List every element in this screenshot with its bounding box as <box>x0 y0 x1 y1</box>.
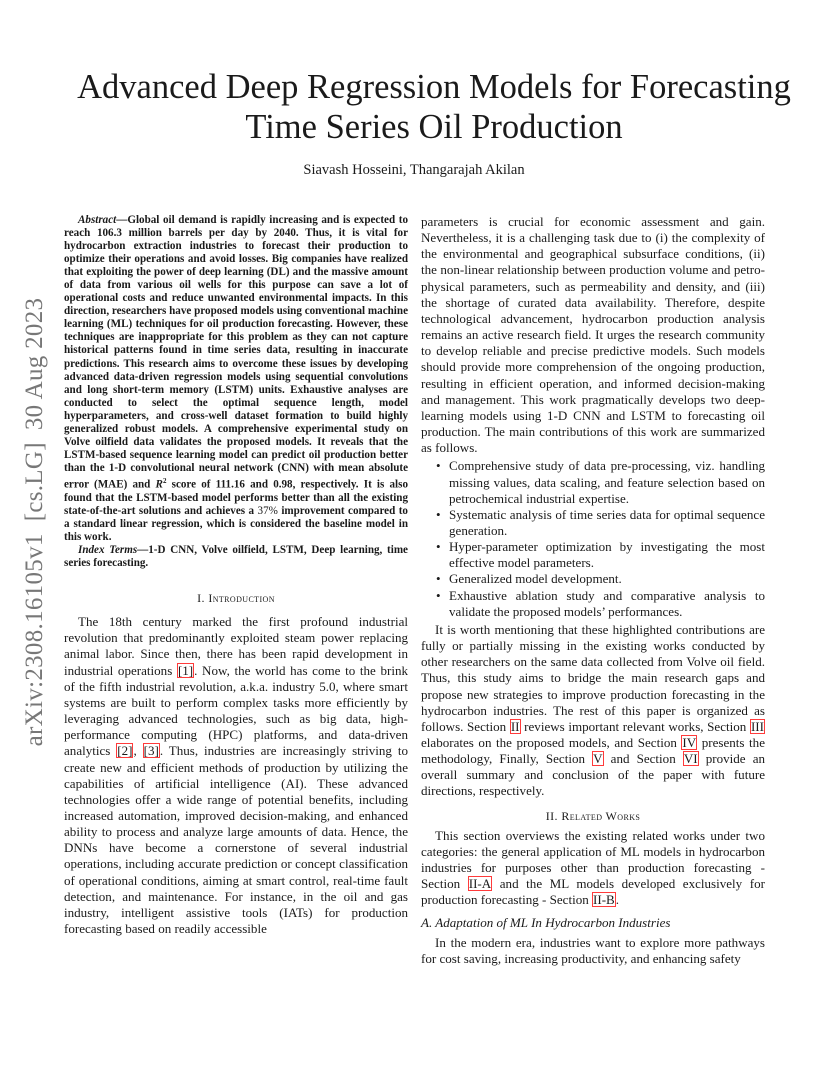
list-item: • Generalized model development. <box>449 571 765 587</box>
abstract: Abstract—Global oil demand is rapidly increasing and is expected to reach 106.3 million barrels per day by 2040. Thus, it is vital for hydrocarbon extraction industries to forecast their production to optimize their operations and avoid losses. Big companies have realized that exploiting the power of deep learning (DL) and the massive amount of data from various oil wells for this purpose can save a lot of operational costs and reduce unwanted environmental impacts. In this direction, researchers have proposed models using conventional machine learning (ML) techniques for oil production forecasting. However, these techniques are inappropriate for this problem as they can not capture historical patterns found in time series data, resulting in inaccurate predictions. This research aims to overcome these issues by developing advanced data-driven regression models using sequential convolutions and long short-term memory (LSTM) units. Exhaustive analyses are conducted to select the optimal sequence length, model hyperparameters, and cross-well dataset formation to build highly generalized robust models. A comprehensive experimental study on Volve oilfield data validates the proposed models. It reveals that the LSTM-based sequence learning model can predict oil production better than the 1-D convolutional neural network (CNN) with mean absolute error (MAE) and $R^2$ score of 111.16 and 0.98, respectively. It is also found that the LSTM-based model performs better than all the existing state-of-the-art solutions and achieves a 37% improvement compared to a standard linear regression, which is considered the baseline model in this work. <box>64 214 409 543</box>
section-heading-related-works <box>421 808 765 824</box>
related-works-paragraph <box>421 828 765 909</box>
arxiv-sidebar-stamp <box>18 282 52 762</box>
paper-title <box>40 67 828 147</box>
body-text: reviews important relevant works, Section <box>524 718 747 734</box>
intro-text: . Thus, industries are increasingly striving to create new and efficient methods of production by utilizing the capabilities of artificial intelligence (AI). These advanced technologies offer a wide range of potential benefits, including increased automation, improved decision-making, and enhanced ability to process and analyze large amounts of data. Hence, the DNNs have become a cornerstone of several industrial operations, including accurate prediction or concept classification of operational conditions, aiming at smart control, real-time fault detection, and maintenance. For instance, in the oil and gas industry, intelligent assistive tools (IATs) for production forecasting based on readily accessible <box>64 743 408 937</box>
citation-link-1[interactable]: [1] <box>177 662 194 678</box>
abstract-label: Abstract <box>78 214 117 226</box>
section-title: Introduction <box>208 590 275 605</box>
section-link-ii-a[interactable]: II-A <box>468 876 492 892</box>
intro-text: , <box>133 743 137 759</box>
section-number: II. <box>545 808 558 823</box>
section-title: Related Works <box>561 808 641 823</box>
right-column <box>421 214 765 967</box>
improvement-value: 37% <box>257 504 278 517</box>
list-item: • Hyper-parameter optimization by investigating the most effective model parameters. <box>449 539 765 571</box>
section-heading-introduction <box>64 590 408 606</box>
intro-paragraph-continued: parameters is crucial for economic assessment and gain. Nevertheless, it is a challenging task due to (i) the complexity of the environmental and geographical subsurface conditions, (ii) the non-linear relationship between production volume and petro-physical parameters, such as permeability and density, and (iii) the shortage of curated data availability. Therefore, despite technological advancement, hydrocarbon production analysis remains an active research field. It urges the research community to develop reliable and precise predictive models. Such models should provide more comprehension of the ongoing production, resulting in efficient operation, and informed decision-making and management. This work pragmatically develops two deep-learning models using 1-D CNN and LSTM to forecasting oil production. The main contributions of this work are summarized as follows. <box>421 214 765 456</box>
contributions-list <box>421 458 765 620</box>
abstract-text-3: improvement compared to a standard linear regression, which is considered the baseline model in this work. <box>64 504 408 543</box>
section-link-iv[interactable]: IV <box>682 735 697 750</box>
r2-symbol: R <box>155 478 163 491</box>
citation-link-3[interactable]: [3] <box>143 743 159 759</box>
intro-text: The 18th century marked the first profound industrial revolution that predominantly exploited steam power replacing animal labor. Since then, there has been rapid development in industrial operations <box>64 614 408 678</box>
abstract-text: Global oil demand is rapidly increasing and is expected to reach 106.3 million barrels per day by 2040. Thus, it is vital for hydrocarbon extraction industries to forecast their production to optimize their operations and avoid losses. Big companies have realized that exploiting the power of deep learning (DL) and the massive amount of data from various oil wells for this purpose can save a lot of operational costs and reduce unwanted environmental impacts. In this direction, researchers have proposed models using conventional machine learning (ML) techniques for oil production forecasting. However, these techniques are inappropriate for this problem as they can not capture historical patterns found in time series data, resulting in inaccurate predictions. This research aims to overcome these issues by developing advanced data-driven regression models using sequential convolutions and long short-term memory (LSTM) units. Exhaustive analyses are conducted to select the optimal sequence length, model hyperparameters, and cross-well dataset formation to build highly generalized robust models. A comprehensive experimental study on Volve oilfield data validates the proposed models. It reveals that the LSTM-based sequence learning model can predict oil production better than the 1-D convolutional neural network (CNN) with mean absolute error (MAE) and <box>64 214 408 491</box>
subsection-paragraph: In the modern era, industries want to explore more pathways for cost saving, increasing productivity, and enhancing safety <box>421 934 765 966</box>
arxiv-date: 30 Aug 2023 <box>21 297 48 431</box>
list-item: • Exhaustive ablation study and comparative analysis to validate the proposed models’ performances. <box>449 588 765 620</box>
body-text: and the ML models developed exclusively for production forecasting - Section <box>421 876 765 908</box>
intro-text: . Now, the world has come to the brink of the fifth industrial revolution, a.k.a. industry 5.0, where smart systems are built to perform complex tasks more efficiently by leveraging advanced technologies, such as big data, high-performance computing (HPC) platforms, and data-driven analytics <box>64 662 408 759</box>
body-text: It is worth mentioning that these highlighted contributions are fully or partially missing in the existing works conducted by other researchers on the same data collected from Volve oil field. Thus, this study aims to bridge the main research gaps and propose new strategies to improve production forecasting in the hydrocarbon industries. The rest of this paper is organized as follows. Section <box>421 621 765 734</box>
section-number: I. <box>197 590 205 605</box>
section-link-iii[interactable]: III <box>750 718 764 734</box>
subsection-heading: A. Adaptation of ML In Hydrocarbon Industries <box>421 914 671 930</box>
organization-paragraph <box>421 622 765 800</box>
intro-paragraph <box>64 614 408 937</box>
section-link-vi[interactable]: VI <box>683 751 698 767</box>
list-item: • Systematic analysis of time series data for optimal sequence generation. <box>449 507 765 539</box>
index-terms-label: Index Terms <box>78 543 138 556</box>
body-text: . <box>615 892 620 908</box>
section-link-ii[interactable]: II <box>510 718 520 734</box>
left-column <box>64 214 408 937</box>
r2-exponent: 2 <box>162 476 167 485</box>
section-link-ii-b[interactable]: II-B <box>593 892 615 908</box>
body-text: provide an overall summary and conclusion of the paper with future directions, respectively. <box>421 751 766 799</box>
body-text: This section overviews the existing related works under two categories: the general application of ML models in hydrocarbon industries for purposes other than production forecasting - Section <box>421 827 765 892</box>
section-link-v[interactable]: V <box>593 751 603 767</box>
paper-title-line-1: Advanced Deep Regression Models for Forecasting <box>77 68 791 106</box>
index-terms: Index Terms—1-D CNN, Volve oilfield, LSTM, Deep learning, time series forecasting. <box>64 543 408 569</box>
citation-link-2[interactable]: [2] <box>117 743 133 759</box>
arxiv-id: arXiv:2308.16105v1 <box>21 533 48 747</box>
arxiv-category: [cs.LG] <box>21 442 48 522</box>
paper-title-line-2: Time Series Oil Production <box>245 108 623 146</box>
body-text: elaborates on the proposed models, and Section <box>421 735 677 750</box>
abstract-text-2: score of 111.16 and 0.98, respectively. It is also found that the LSTM-based model performs better than all the existing state-of-the-art solutions and achieves a <box>64 478 409 517</box>
body-text: and Section <box>610 751 676 767</box>
body-text: presents the methodology, Finally, Section <box>421 735 765 767</box>
index-terms-text: 1-D CNN, Volve oilfield, LSTM, Deep learning, time series forecasting. <box>64 543 408 569</box>
paper-authors: Siavash Hosseini, Thangarajah Akilan <box>303 162 525 178</box>
list-item: • Comprehensive study of data pre-processing, viz. handling missing values, data scaling, and feature selection based on petrochemical industrial expertise. <box>449 458 765 506</box>
